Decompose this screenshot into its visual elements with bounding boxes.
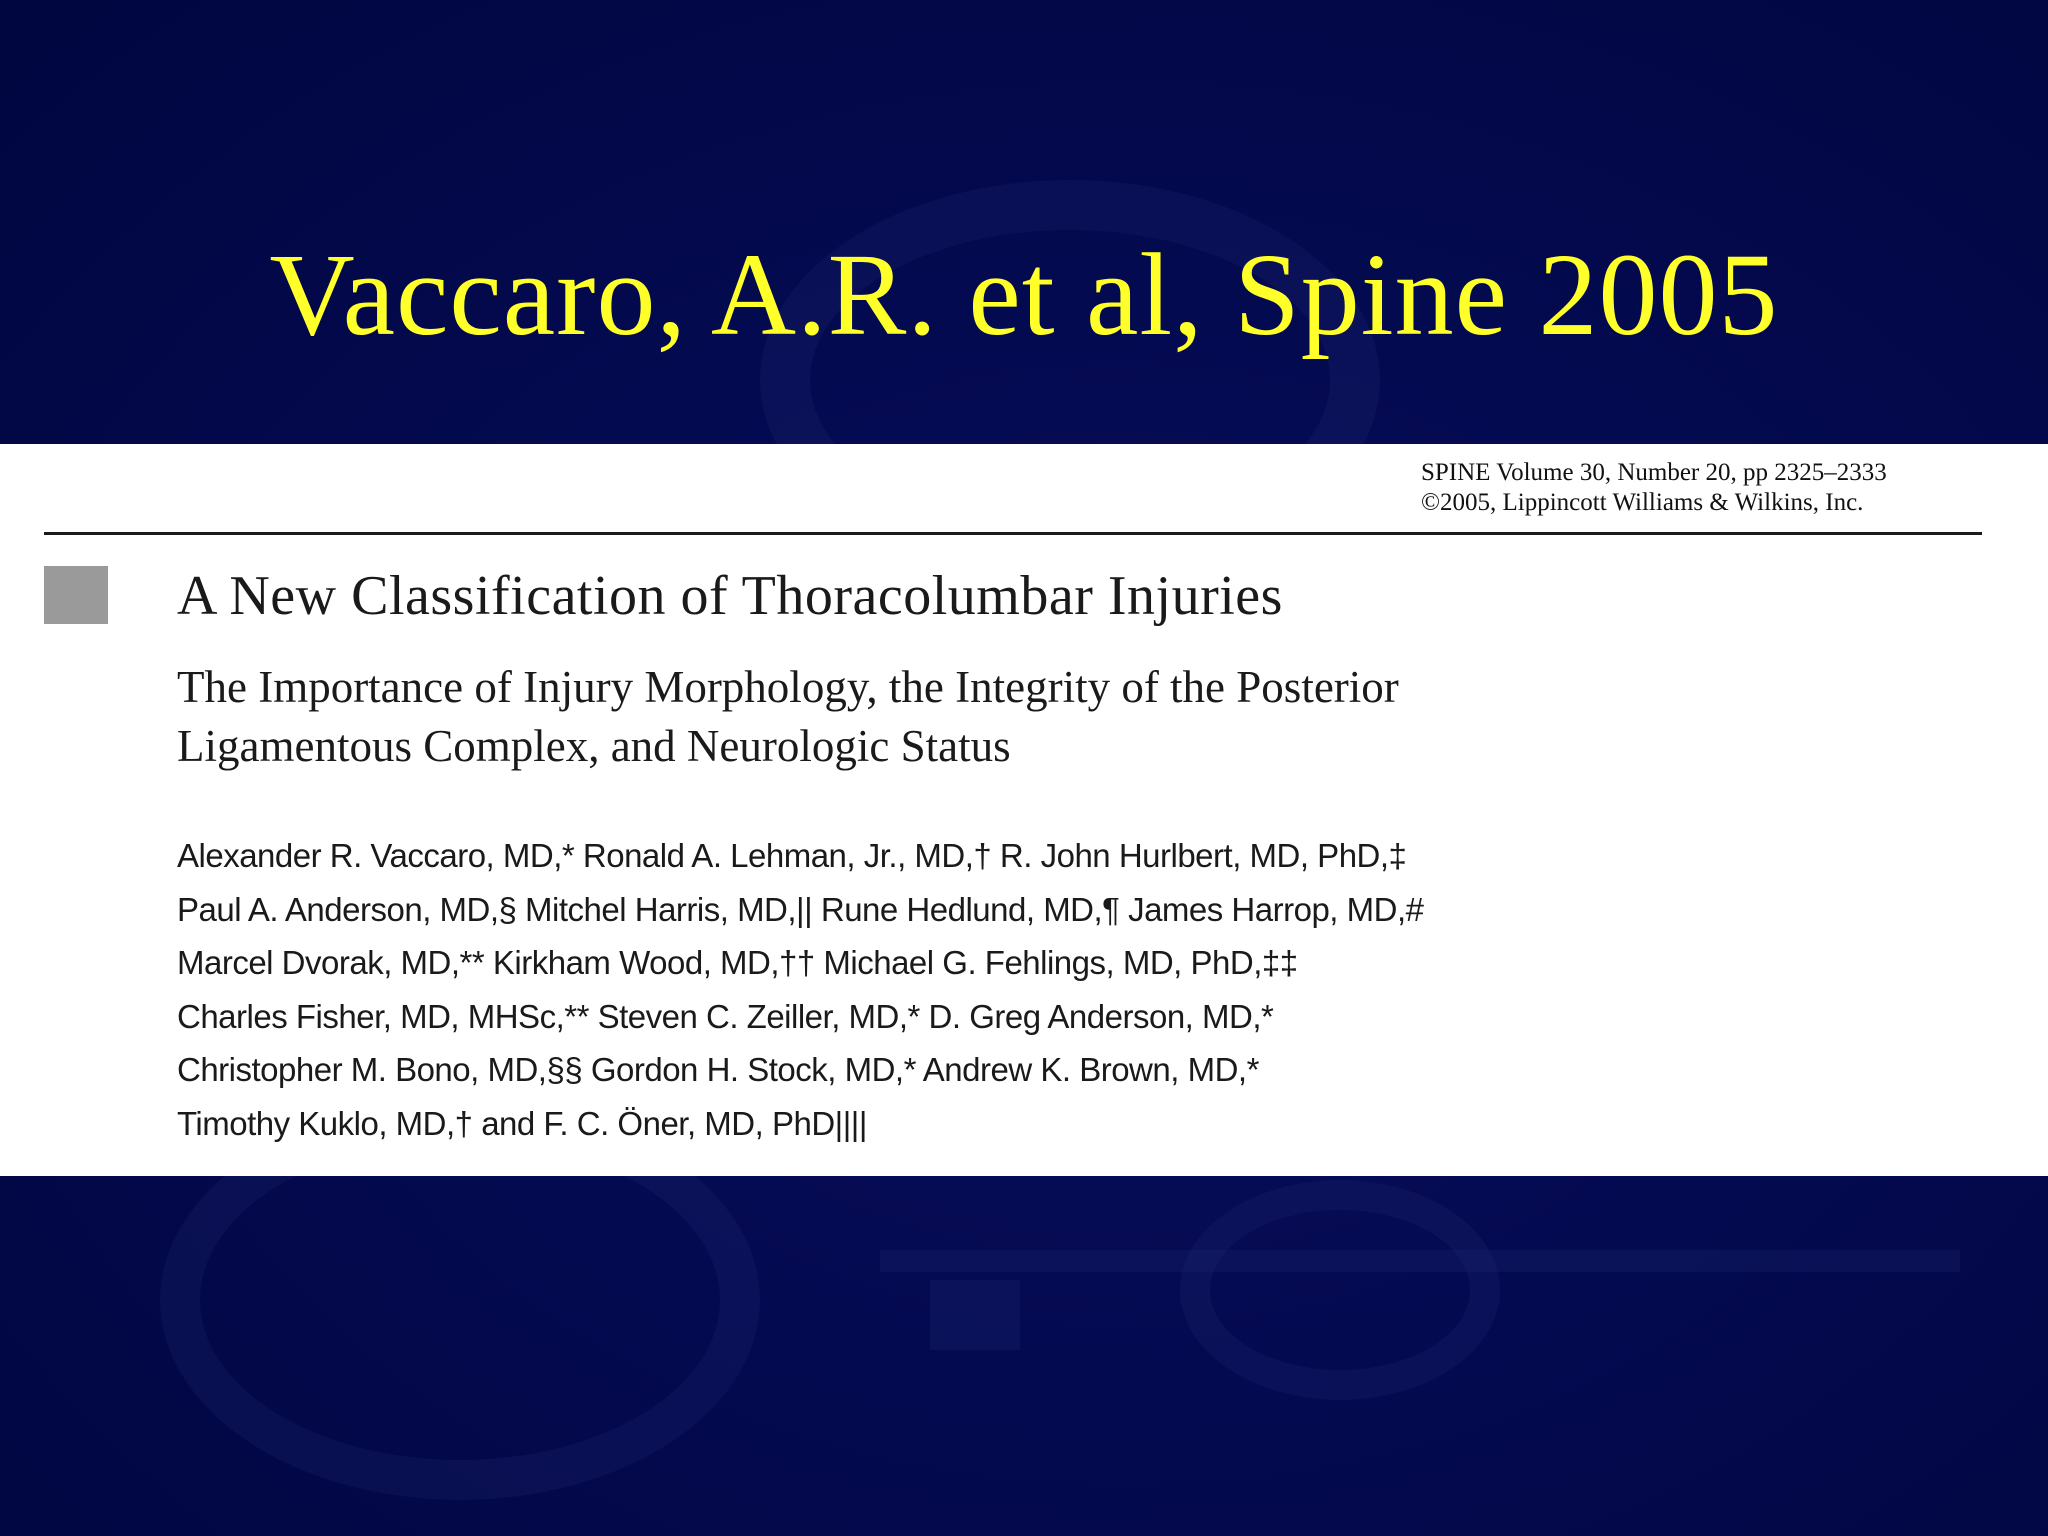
paper-title: A New Classification of Thoracolumbar Injuries [177, 565, 1283, 627]
background-watermark [930, 1280, 1020, 1350]
author-line: Christopher M. Bono, MD,§§ Gordon H. Stock, MD,* Andrew K. Brown, MD,* [177, 1051, 1259, 1088]
journal-line: SPINE Volume 30, Number 20, pp 2325–2333 [1421, 459, 1887, 486]
author-line: Charles Fisher, MD, MHSc,** Steven C. Zeiller, MD,* D. Greg Anderson, MD,* [177, 997, 1274, 1035]
paper-subtitle [177, 658, 1777, 776]
background-watermark [1180, 1180, 1500, 1400]
subtitle-line: The Importance of Injury Morphology, the Integrity of the Posterior [177, 662, 1399, 712]
slide-title: Vaccaro, A.R. et al, Spine 2005 [269, 229, 1779, 360]
author-list [177, 829, 1877, 1150]
journal-line: ©2005, Lippincott Williams & Wilkins, Inc. [1421, 489, 1864, 516]
journal-citation [1421, 458, 1981, 518]
subtitle-line: Ligamentous Complex, and Neurologic Status [177, 721, 1011, 771]
author-line: Paul A. Anderson, MD,§ Mitchel Harris, MD,|| Rune Hedlund, MD,¶ James Harrop, MD,# [177, 890, 1424, 928]
gray-square-marker [44, 566, 108, 624]
author-line: Alexander R. Vaccaro, MD,* Ronald A. Lehman, Jr., MD,† R. John Hurlbert, MD, PhD,‡ [177, 837, 1407, 874]
paper-excerpt [0, 444, 2048, 1176]
author-line: Timothy Kuklo, MD,† and F. C. Öner, MD, PhD|||| [177, 1104, 867, 1142]
header-rule [44, 532, 1982, 535]
background-watermark [880, 1250, 1960, 1272]
author-line: Marcel Dvorak, MD,** Kirkham Wood, MD,†† Michael G. Fehlings, MD, PhD,‡‡ [177, 944, 1298, 981]
